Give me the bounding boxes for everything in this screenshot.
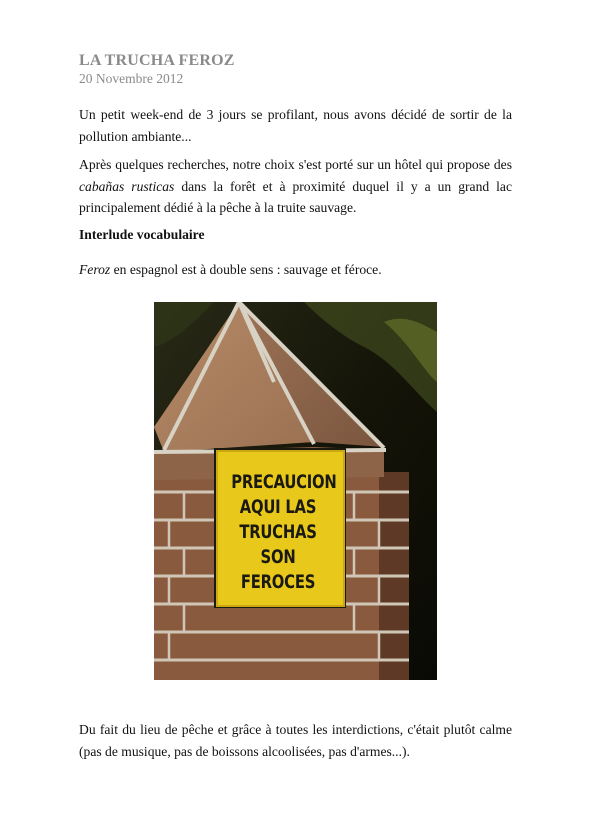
paragraph-calm: Du fait du lieu de pêche et grâce à toutes les interdictions, c'était plutôt calme (pas de musique, pas de boissons alcoolisées, pas d'armes...). [79, 722, 512, 759]
paragraph-hotel-italic: cabañas rusticas [79, 178, 175, 194]
sign-line: PRECAUCION [231, 471, 337, 493]
paragraph-hotel [79, 154, 512, 219]
sign-text [231, 470, 337, 595]
article-title: LA TRUCHA FEROZ [79, 52, 235, 69]
paragraph-vocabulary-italic: Feroz [79, 262, 111, 277]
sign-line: FEROCES [240, 571, 316, 593]
paragraph-intro: Un petit week-end de 3 jours se profilant, nous avons décidé de sortir de la pollution ambiante... [79, 107, 512, 144]
paragraph-hotel-text-a: Après quelques recherches, notre choix s'est porté sur un hôtel qui propose des [79, 157, 512, 172]
paragraph-hotel-text-b: dans la forêt et à proximité duquel il y a un grand lac principalement dédié à la pêche à la truite sauvage. [79, 178, 512, 215]
sign-line: SON [260, 546, 296, 568]
section-heading: Interlude vocabulaire [79, 227, 205, 242]
paragraph-vocabulary [79, 259, 512, 281]
sign-line: TRUCHAS [239, 521, 317, 543]
article-date: 20 Novembre 2012 [79, 71, 184, 86]
paragraph-vocabulary-text: en espagnol est à double sens : sauvage et féroce. [110, 262, 382, 277]
sign-line: AQUI LAS [239, 496, 317, 518]
